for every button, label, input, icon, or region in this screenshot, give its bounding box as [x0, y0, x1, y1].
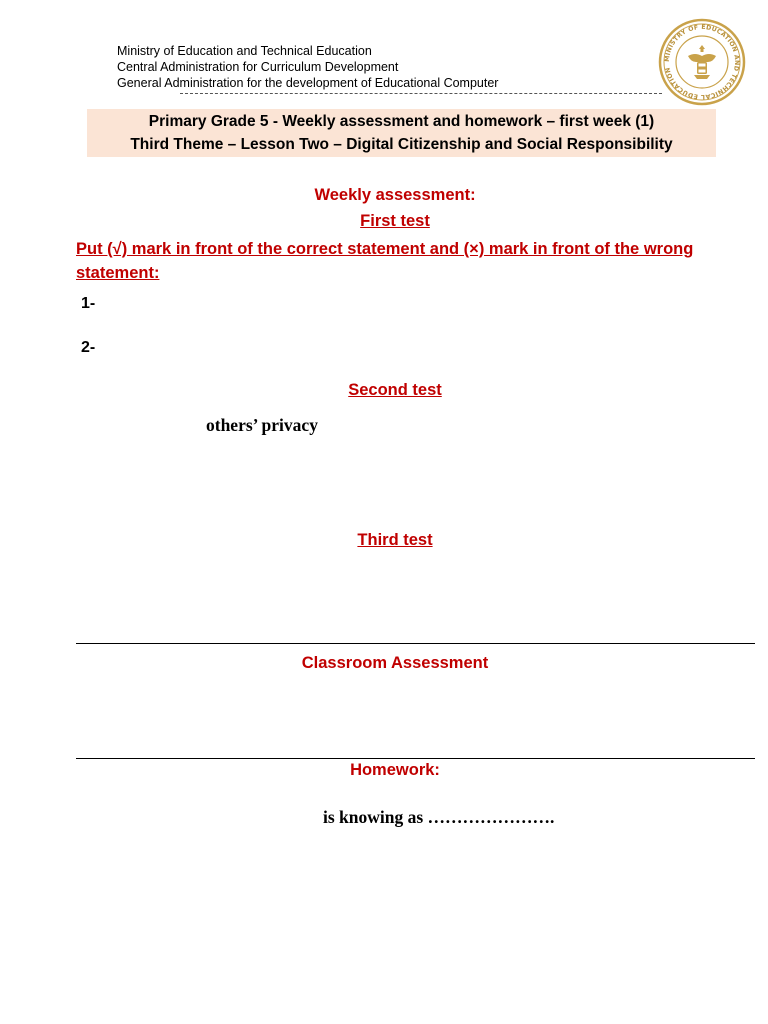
header-general-admin: General Administration for the development of Educational Computer: [117, 76, 499, 90]
title-line-theme: Third Theme – Lesson Two – Digital Citizenship and Social Responsibility: [130, 136, 673, 153]
header-ministry: Ministry of Education and Technical Education: [117, 44, 372, 58]
question-number-2: 2-: [81, 339, 96, 356]
title-line-grade: Primary Grade 5 - Weekly assessment and homework – first week (1): [148, 113, 655, 130]
homework-text: is knowing as ………………….: [323, 807, 555, 827]
third-test-heading: Third test: [357, 531, 433, 549]
first-test-heading: First test: [360, 212, 430, 230]
document-header: [117, 43, 498, 91]
title-box: [87, 109, 716, 157]
header-central-admin: Central Administration for Curriculum Development: [117, 60, 399, 74]
second-test-heading: Second test: [348, 381, 442, 399]
section-divider-homework: [76, 758, 755, 759]
weekly-assessment-heading: Weekly assessment:: [314, 186, 476, 204]
ministry-seal-icon: [658, 18, 746, 106]
classroom-assessment-heading: Classroom Assessment: [301, 654, 489, 672]
homework-heading: Homework:: [350, 761, 440, 779]
header-divider: [180, 93, 662, 94]
seal-text: MINISTRY OF EDUCATION AND TECHNICAL EDUCATION: [663, 23, 741, 101]
question-number-1: 1-: [81, 295, 96, 312]
section-divider-classroom: [76, 643, 755, 644]
second-test-text: others’ privacy: [206, 415, 318, 435]
first-test-instruction: Put (√) mark in front of the correct statement and (×) mark in front of the wrong statement:: [76, 240, 694, 282]
